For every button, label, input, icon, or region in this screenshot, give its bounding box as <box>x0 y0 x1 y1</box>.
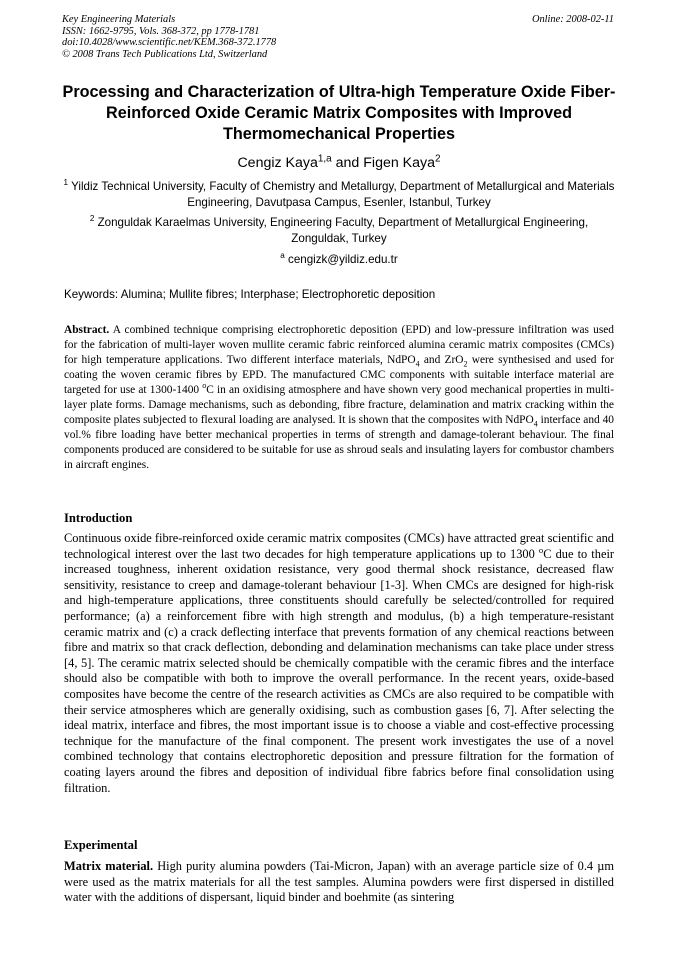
author-2-sup: 2 <box>435 153 441 165</box>
introduction-body <box>64 531 614 796</box>
affiliation-1-num: 1 <box>63 178 69 188</box>
abstract <box>64 323 614 473</box>
abstract-text-3: were synthesised and used for coating the woven ceramic fibres by EPD. The manufactured CMC components with suitable interface material are targeted for use at 1300-1400 <box>64 354 614 396</box>
abstract-sub-2: 2 <box>463 359 468 369</box>
copyright-line: © 2008 Trans Tech Publications Ltd, Switzerland <box>62 48 268 60</box>
abstract-text-5: interface and 40 vol.% fibre loading have better mechanical properties in terms of strength and damage-tolerant behaviour. The final components produced are considered to be suitable for use as shroud seals and insulating layers for combustor chambers in aircraft engines. <box>64 414 614 471</box>
experimental-body <box>64 859 614 906</box>
online-date: Online: 2008-02-11 <box>531 14 614 25</box>
abstract-text-4: C in an oxidising atmosphere and have shown very good mechanical properties in multi-layer plate forms. Damage mechanisms, such as debonding, fibre fracture, delamination and matrix cracking within the composite plates subjected to flexural loading are analysed. It is shown that the composites with NdPO <box>64 384 614 426</box>
affiliation-2-num: 2 <box>89 214 95 224</box>
abstract-label: Abstract. <box>64 324 110 336</box>
affiliation-1 <box>60 179 618 211</box>
abstract-text-2: and ZrO <box>419 354 464 366</box>
matrix-material-label: Matrix material. <box>64 859 154 873</box>
abstract-sub-3: 4 <box>533 419 538 429</box>
affiliation-2 <box>60 215 618 247</box>
intro-text-1: Continuous oxide fibre-reinforced oxide ceramic matrix composites (CMCs) have attracted great scientific and technological interest over the last two decades for high temperature applications up to 1300 <box>64 531 614 561</box>
journal-header <box>62 14 614 60</box>
intro-text-2: C due to their increased toughness, inherent oxidation resistance, very good thermal shock resistance, decreased flaw sensitivity, resistance to creep and damage-tolerant behaviour [1-3]. When CMCs are designed for high-risk and high-temperature applications, three constituents should carefully be selected/controlled for required performance; (a) a reinforcement fibre with high strength and modulus, (b) a high temperature-resistant ceramic matrix and (c) a crack deflecting interface that prevents formation of any chemical reactions between fibre and matrix so that crack deflection, debonding and delamination mechanisms can take place under stress [4, 5]. The ceramic matrix selected should be chemically compatible with the ceramic fibres and the interface should also be compatible with both to improve the overall performance. In the recent years, oxide-based composites have become the centre of the research activities as CMCs are also required to be compatible with their service atmospheres which are generally oxidising, such as combustion gases [6, 7]. After selecting the ideal matrix, interface and fibres, the most important issue is to choose a viable and cost-effective processing technique for the manufacture of the final component. The present work investigates the use of a novel combined technology that contains electrophoretic deposition and pressure filtration for the formation of coating layers around the fibres and deposition of individual fibre fabrics before final consolidation using filtration. <box>64 546 615 795</box>
doi-line: doi:10.4028/www.scientific.net/KEM.368-372.1778 <box>62 37 277 48</box>
experimental-heading: Experimental <box>64 838 138 852</box>
intro-degree: o <box>538 544 544 555</box>
email-sup: a <box>280 251 285 261</box>
paper-title: Processing and Characterization of Ultra-high Temperature Oxide Fiber-Reinforced Oxide Ceramic Matrix Composites with Improved Thermomechanical Properties <box>62 83 616 143</box>
author-line <box>40 154 638 172</box>
experimental-text: High purity alumina powders (Tai-Micron, Japan) with an average particle size of 0.4 µm were used as the matrix materials for all the test samples. Alumina powders were first dispersed in distilled water with the additions of dispersant, liquid binder and boehmite (as sintering <box>64 859 614 905</box>
issn-line: ISSN: 1662-9795, Vols. 368-372, pp 1778-1781 <box>62 25 260 37</box>
keywords: Keywords: Alumina; Mullite fibres; Interphase; Electrophoretic deposition <box>64 288 436 301</box>
affiliation-2-text: Zonguldak Karaelmas University, Engineering Faculty, Department of Metallurgical Engineering, Zonguldak, Turkey <box>97 216 589 245</box>
introduction-heading: Introduction <box>64 511 133 525</box>
journal-name: Key Engineering Materials <box>62 14 176 25</box>
author-1: Cengiz Kaya <box>237 155 318 171</box>
abstract-degree: o <box>202 381 207 391</box>
abstract-sub-1: 4 <box>415 359 420 369</box>
email-line <box>60 252 618 268</box>
abstract-text-1: A combined technique comprising electrophoretic deposition (EPD) and low-pressure infiltration was used for the fabrication of multi-layer woven mullite ceramic fabric reinforced alumina ceramic matrix composites (CMCs) for high temperature applications. Two different interface materials, NdPO <box>64 324 614 366</box>
author-2: Figen Kaya <box>363 155 436 171</box>
author-and: and <box>331 155 364 171</box>
author-1-sup: 1,a <box>317 153 332 165</box>
author-email: cengizk@yildiz.edu.tr <box>288 253 398 266</box>
affiliation-1-text: Yildiz Technical University, Faculty of Chemistry and Metallurgy, Department of Metallurgical and Materials Engineering, Davutpasa Campus, Esenler, Istanbul, Turkey <box>71 180 615 209</box>
